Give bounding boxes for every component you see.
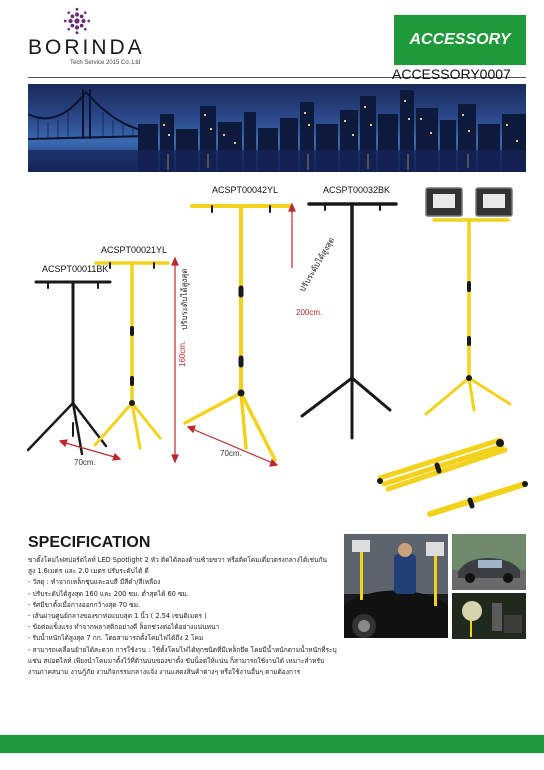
- height-value-160: 160cm.: [178, 340, 187, 367]
- tripod-yellow-200: [185, 206, 290, 460]
- height-dimension-200: [289, 204, 295, 268]
- spec-line: งานภาคสนาม งานกู้ภัย งานกิจกรรมกลางแจ้ง งานแสดงสินค้าต่างๆ หรือใช้งานอื่นๆ ตามต้องการ: [28, 668, 301, 677]
- spec-line: - สามารถเคลื่อนย้ายได้สะดวก การใช้งาน : ใช้ตั้งโคมไฟได้ทุกชนิดที่มีเหล็กยึด โดยมีน้ำหนักตามน้ำหนักที่ระบุ: [28, 646, 337, 654]
- accessory-badge-label: ACCESSORY: [409, 31, 511, 48]
- spec-line: ขาตั้งโคมไฟสปอร์ตไลท์ LED Spotlight 2 หัว ติดได้สองด้านซ้ายขวา หรือติดโคมเดี่ยวตรงกลางได้เช่นกัน: [28, 556, 327, 564]
- mechanic-photo-image: [344, 534, 448, 638]
- width-value-1: 70cm.: [74, 458, 96, 467]
- photo-car-street: [452, 534, 526, 590]
- spec-line: - วัสดุ : ทำจากเหล็กชุบและอบสี มีสีดำ/สีเหลือง: [28, 578, 161, 587]
- width-value-2: 70cm.: [220, 449, 242, 458]
- city-skyline-image: [28, 84, 526, 172]
- product-code-11bk: ACSPT00011BK: [42, 264, 109, 274]
- tripod-black-200: [302, 204, 396, 438]
- city-night-banner: [28, 84, 526, 172]
- height-label-160: ปรับระดับได้สูงสุด: [180, 268, 189, 330]
- folded-tripods: [377, 439, 528, 514]
- product-code-42yl: ACSPT00042YL: [212, 185, 279, 195]
- footer-bar: [0, 735, 544, 753]
- spec-line: - ข้อต่อแข็งแรง ทำจากพลาสติกอย่างดี ล็อกช่วงต่อได้อย่างแน่นหนา: [28, 623, 220, 632]
- width-dimension-1: [60, 440, 120, 460]
- spec-line: สูง 1.6เมตร และ 2.0 เมตร ปรับระดับได้ ดี: [28, 567, 149, 576]
- tripod-yellow-160: [95, 263, 168, 448]
- brand-subtitle: Tech Service 2015 Co.,Ltd: [70, 60, 141, 66]
- spec-line: - รับน้ำหนักได้สูงสุด 7 กก. โดยสามารถตั้งโคมไฟได้ถึง 2 โคม: [28, 634, 204, 643]
- spec-line: - ปรับระดับได้สูงสุด 160 และ 200 ซม. ต่ำสุดได้ 60 ซม.: [28, 589, 189, 598]
- tripod-black-160: [28, 282, 110, 454]
- photo-night-work: [452, 593, 526, 639]
- product-code-32bk: ACSPT00032BK: [323, 185, 391, 195]
- specification-usage: [28, 645, 518, 679]
- accessory-badge: [394, 15, 526, 65]
- spec-line: - รัศมีขาตั้งเมื่อกางออกกว้างสุด 70 ซม.: [28, 600, 141, 609]
- spec-line: - เส้นผ่านศูนย์กลางของขาท่อแบบสุด 1 นิ้ว ( 2.54 เซนติเมตร ): [28, 612, 207, 621]
- photo-mechanic-car: [344, 534, 448, 638]
- night-work-image: [452, 593, 526, 639]
- tripod-with-floodlights: [426, 188, 512, 414]
- height-value-200: 200cm.: [296, 308, 323, 317]
- brand-name: BORINDA: [28, 36, 145, 59]
- height-label-200: ปรับระดับได้สูงสุด: [297, 235, 337, 294]
- flower-icon: [63, 7, 91, 35]
- accessory-code: ACCESSORY0007: [392, 66, 511, 82]
- brand-logo: [63, 7, 91, 35]
- tripod-illustration: [0, 178, 544, 518]
- width-dimension-2: [188, 426, 277, 466]
- car-street-image: [452, 534, 526, 590]
- specification-title: SPECIFICATION: [28, 534, 151, 551]
- product-code-21yl: ACSPT00021YL: [101, 245, 168, 255]
- specification-body: [28, 555, 340, 645]
- spec-line: แช่น สปอตไลท์ เพียงนำโคมมาตั้งไว้ที่ด้านบนของขาตั้ง ขันน็อตให้แน่น ก็สามารถใช้งานได้ เหมาะสำหรับ: [28, 657, 325, 666]
